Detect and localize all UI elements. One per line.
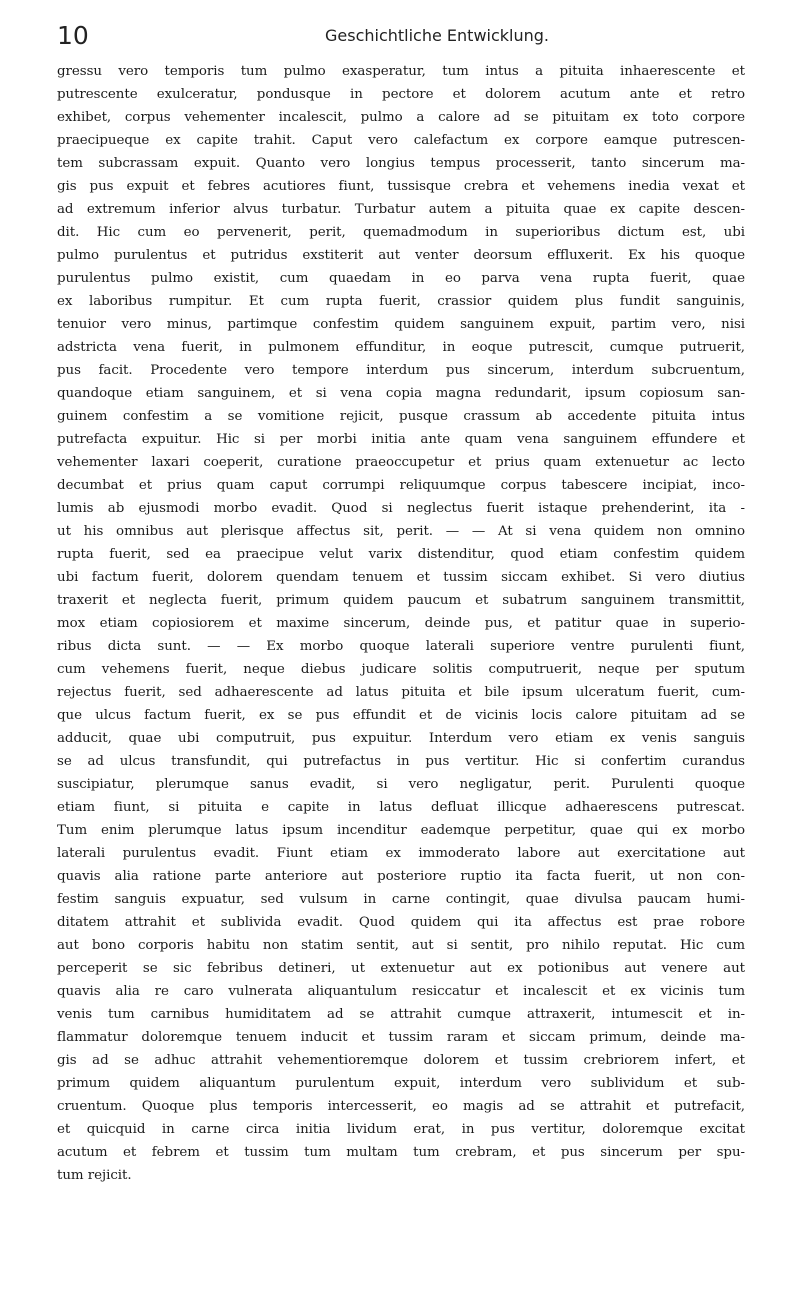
- text-line: lumis ab ejusmodi morbo evadit. Quod si neglectus fuerit istaque prehenderint, ita -: [57, 501, 745, 516]
- text-line: exhibet, corpus vehementer incalescit, pulmo a calore ad se pituitam ex toto corpore: [57, 110, 745, 125]
- text-line: putrefacta expuitur. Hic si per morbi initia ante quam vena sanguinem effundere et: [57, 432, 745, 447]
- text-line: gis pus expuit et febres acutiores fiunt, tussisque crebra et vehemens inedia vexat et: [57, 179, 745, 194]
- text-line: ex laboribus rumpitur. Et cum rupta fuerit, crassior quidem plus fundit sanguinis,: [57, 294, 745, 309]
- text-line: ribus dicta sunt. — — Ex morbo quoque laterali superiore ventre purulenti fiunt,: [57, 639, 745, 654]
- text-line: laterali purulentus evadit. Fiunt etiam ex immoderato labore aut exercitatione aut: [57, 846, 745, 861]
- text-line: putrescente exulceratur, pondusque in pectore et dolorem acutum ante et retro: [57, 87, 745, 102]
- text-line: praecipueque ex capite trahit. Caput vero calefactum ex corpore eamque putrescen-: [57, 133, 745, 148]
- text-line: adducit, quae ubi computruit, pus expuitur. Interdum vero etiam ex venis sanguis: [57, 731, 745, 746]
- text-line: flammatur doloremque tenuem inducit et tussim raram et siccam primum, deinde ma-: [57, 1030, 745, 1045]
- text-line: adstricta vena fuerit, in pulmonem effunditur, in eoque putrescit, cumque putruerit,: [57, 340, 745, 355]
- text-line: se ad ulcus transfundit, qui putrefactus in pus vertitur. Hic si confertim curandus: [57, 754, 745, 769]
- text-line: vehementer laxari coeperit, curatione praeoccupetur et prius quam extenuetur ac lecto: [57, 455, 745, 470]
- text-line: suscipiatur, plerumque sanus evadit, si vero negligatur, perit. Purulenti quoque: [57, 777, 745, 792]
- text-line: rejectus fuerit, sed adhaerescente ad latus pituita et bile ipsum ulceratum fuerit, cum-: [57, 685, 745, 700]
- page-header: [57, 22, 737, 54]
- text-line: ad extremum inferior alvus turbatur. Turbatur autem a pituita quae ex capite descen-: [57, 202, 745, 217]
- text-line: etiam fiunt, si pituita e capite in latus defluat illicque adhaerescens putrescat.: [57, 800, 745, 815]
- text-line: cum vehemens fuerit, neque diebus judicare solitis computruerit, neque per sputum: [57, 662, 745, 677]
- text-line: pus facit. Procedente vero tempore interdum pus sincerum, interdum subcruentum,: [57, 363, 745, 378]
- text-line: et quicquid in carne circa initia lividum erat, in pus vertitur, doloremque excitat: [57, 1122, 745, 1137]
- text-line: cruentum. Quoque plus temporis intercesserit, eo magis ad se attrahit et putrefacit,: [57, 1099, 745, 1114]
- text-line: que ulcus factum fuerit, ex se pus effundit et de vicinis locis calore pituitam ad se: [57, 708, 745, 723]
- text-line: rupta fuerit, sed ea praecipue velut varix distenditur, quod etiam confestim quidem: [57, 547, 745, 562]
- text-line: quavis alia ratione parte anteriore aut posteriore ruptio ita facta fuerit, ut non con-: [57, 869, 745, 884]
- text-line: mox etiam copiosiorem et maxime sincerum, deinde pus, et patitur quae in superio-: [57, 616, 745, 631]
- text-line: Tum enim plerumque latus ipsum incenditur eademque perpetitur, quae qui ex morbo: [57, 823, 745, 838]
- text-line: gressu vero temporis tum pulmo exasperatur, tum intus a pituita inhaerescente et: [57, 64, 745, 79]
- text-line: venis tum carnibus humiditatem ad se attrahit cumque attraxerit, intumescit et in-: [57, 1007, 745, 1022]
- running-head: Geschichtliche Entwicklung.: [324, 26, 549, 45]
- text-line: dit. Hic cum eo pervenerit, perit, quemadmodum in superioribus dictum est, ubi: [57, 225, 745, 240]
- text-line: purulentus pulmo existit, cum quaedam in eo parva vena rupta fuerit, quae: [57, 271, 745, 286]
- text-line: ut his omnibus aut plerisque affectus sit, perit. — — At si vena quidem non omnino: [57, 524, 745, 539]
- text-line: gis ad se adhuc attrahit vehementioremque dolorem et tussim crebriorem infert, et: [57, 1053, 745, 1068]
- text-line: tum rejicit.: [57, 1168, 132, 1183]
- text-line: quandoque etiam sanguinem, et si vena copia magna redundarit, ipsum copiosum san-: [57, 386, 745, 401]
- text-line: ubi factum fuerit, dolorem quendam tenuem et tussim siccam exhibet. Si vero diutius: [57, 570, 745, 585]
- text-line: guinem confestim a se vomitione rejicit, pusque crassum ab accedente pituita intus: [57, 409, 745, 424]
- text-line: primum quidem aliquantum purulentum expuit, interdum vero sublividum et sub-: [57, 1076, 745, 1091]
- text-line: festim sanguis expuatur, sed vulsum in carne contingit, quae divulsa paucam humi-: [57, 892, 745, 907]
- page-number: 10: [57, 21, 89, 50]
- text-line: pulmo purulentus et putridus exstiterit aut venter deorsum effluxerit. Ex his quoque: [57, 248, 745, 263]
- body-text: [57, 60, 745, 1187]
- text-line: acutum et febrem et tussim tum multam tum crebram, et pus sincerum per spu-: [57, 1145, 745, 1160]
- text-line: decumbat et prius quam caput corrumpi reliquumque corpus tabescere incipiat, inco-: [57, 478, 745, 493]
- text-line: tenuior vero minus, partimque confestim quidem sanguinem expuit, partim vero, nisi: [57, 317, 745, 332]
- text-line: perceperit se sic febribus detineri, ut extenuetur aut ex potionibus aut venere aut: [57, 961, 745, 976]
- text-line: tem subcrassam expuit. Quanto vero longius tempus processerit, tanto sincerum ma-: [57, 156, 745, 171]
- text-line: quavis alia re caro vulnerata aliquantulum resiccatur et incalescit et ex vicinis tum: [57, 984, 745, 999]
- text-line: traxerit et neglecta fuerit, primum quidem paucum et subatrum sanguinem transmittit,: [57, 593, 745, 608]
- text-line: aut bono corporis habitu non statim sentit, aut si sentit, pro nihilo reputat. Hic cum: [57, 938, 745, 953]
- text-line: ditatem attrahit et sublivida evadit. Quod quidem qui ita affectus est prae robore: [57, 915, 745, 930]
